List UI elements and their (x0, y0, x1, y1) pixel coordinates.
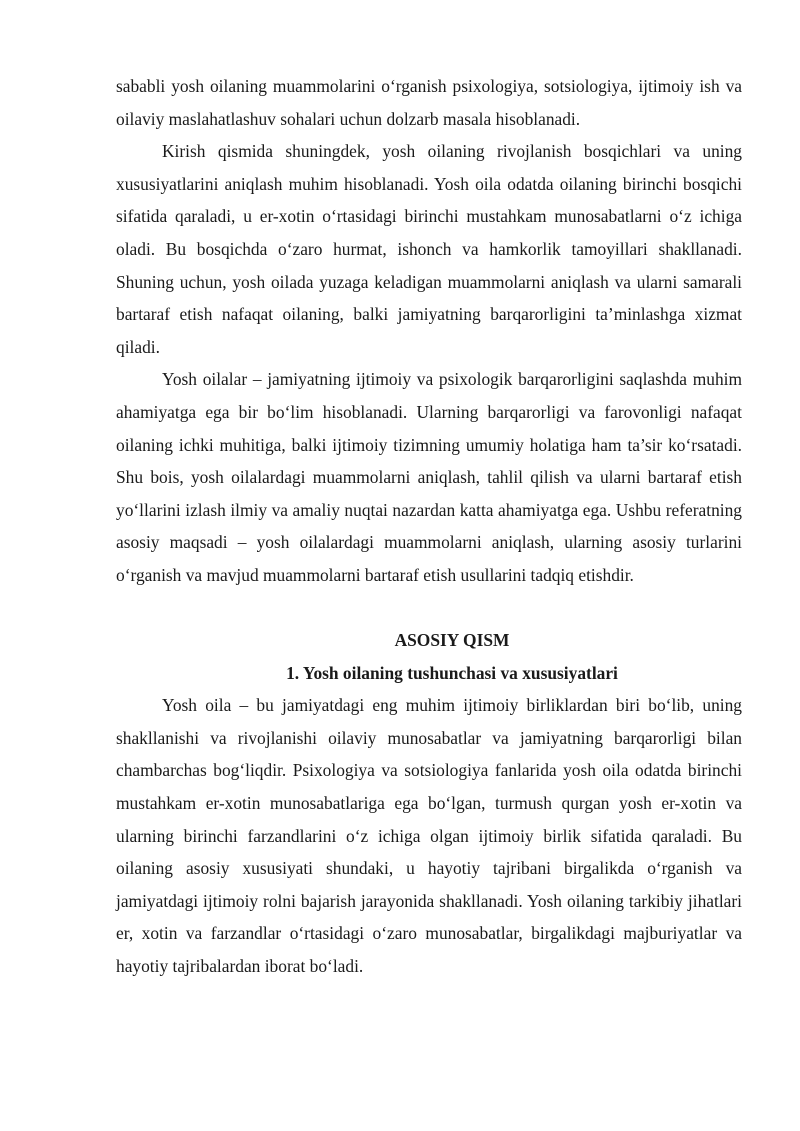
paragraph-young-family-definition: Yosh oila – bu jamiyatdagi eng muhim ijtimoiy birliklardan biri bo‘lib, uning shakllanishi va rivojlanishi oilaviy munosabatlar va jamiyatning barqarorligi bilan chambarchas bog‘liqdir. Psixologiya va sotsiologiya fanlarida yosh oila odatda birinchi mustahkam er-xotin munosabatlariga ega bo‘lgan, turmush qurgan yosh er-xotin va ularning birinchi farzandlarini o‘z ichiga olgan ijtimoiy birlik sifatida qaraladi. Bu oilaning asosiy xususiyati shundaki, u hayotiy tajribani birgalikda o‘rganish va jamiyatdagi ijtimoiy rolni bajarish jarayonida shakllanadi. Yosh oilaning tarkibiy jihatlari er, xotin va farzandlar o‘rtasidagi o‘zaro munosabatlar, birgalikdagi majburiyatlar va hayotiy tajribalardan iborat bo‘ladi. (116, 695, 742, 977)
subsection-heading: 1. Yosh oilaning tushunchasi va xususiyatlari (286, 662, 618, 683)
paragraph-development-stages: Kirish qismida shuningdek, yosh oilaning rivojlanish bosqichlari va uning xususiyatlarini aniqlash muhim hisoblanadi. Yosh oila odatda oilaning birinchi bosqichi sifatida qaraladi, u er-xotin o‘rtasidagi birinchi mustahkam munosabatlarni o‘z ichiga oladi. Bu bosqichda o‘zaro hurmat, ishonch va hamkorlik tamoyillari shakllanadi. Shuning uchun, yosh oilada yuzaga keladigan muammolarni aniqlash va ularni samarali bartaraf etish nafaqat oilaning, balki jamiyatning barqarorligini ta’minlashga xizmat qiladi. (116, 141, 742, 357)
paragraph-intro-continuation: sababli yosh oilaning muammolarini o‘rganish psixologiya, sotsiologiya, ijtimoiy ish va oilaviy maslahatlashuv sohalari uchun dolzarb masala hisoblanadi. (116, 76, 742, 129)
section-spacer (116, 592, 742, 625)
document-page (116, 70, 742, 983)
paragraph-young-families-goal: Yosh oilalar – jamiyatning ijtimoiy va psixologik barqarorligini saqlashda muhim ahamiyatga ega bir bo‘lim hisoblanadi. Ularning barqarorligi va farovonligi nafaqat oilaning ichki muhitiga, balki ijtimoiy tizimning umumiy holatiga ham ta’sir ko‘rsatadi. Shu bois, yosh oilalardagi muammolarni aniqlash, tahlil qilish va ularni bartaraf etish yo‘llarini izlash ilmiy va amaliy nuqtai nazardan katta ahamiyatga ega. Ushbu referatning asosiy maqsadi – yosh oilalardagi muammolarni aniqlash, ularning asosiy turlarini o‘rganish va mavjud muammolarni bartaraf etish usullarini tadqiq etishdir. (116, 369, 742, 585)
section-heading: ASOSIY QISM (394, 630, 510, 651)
